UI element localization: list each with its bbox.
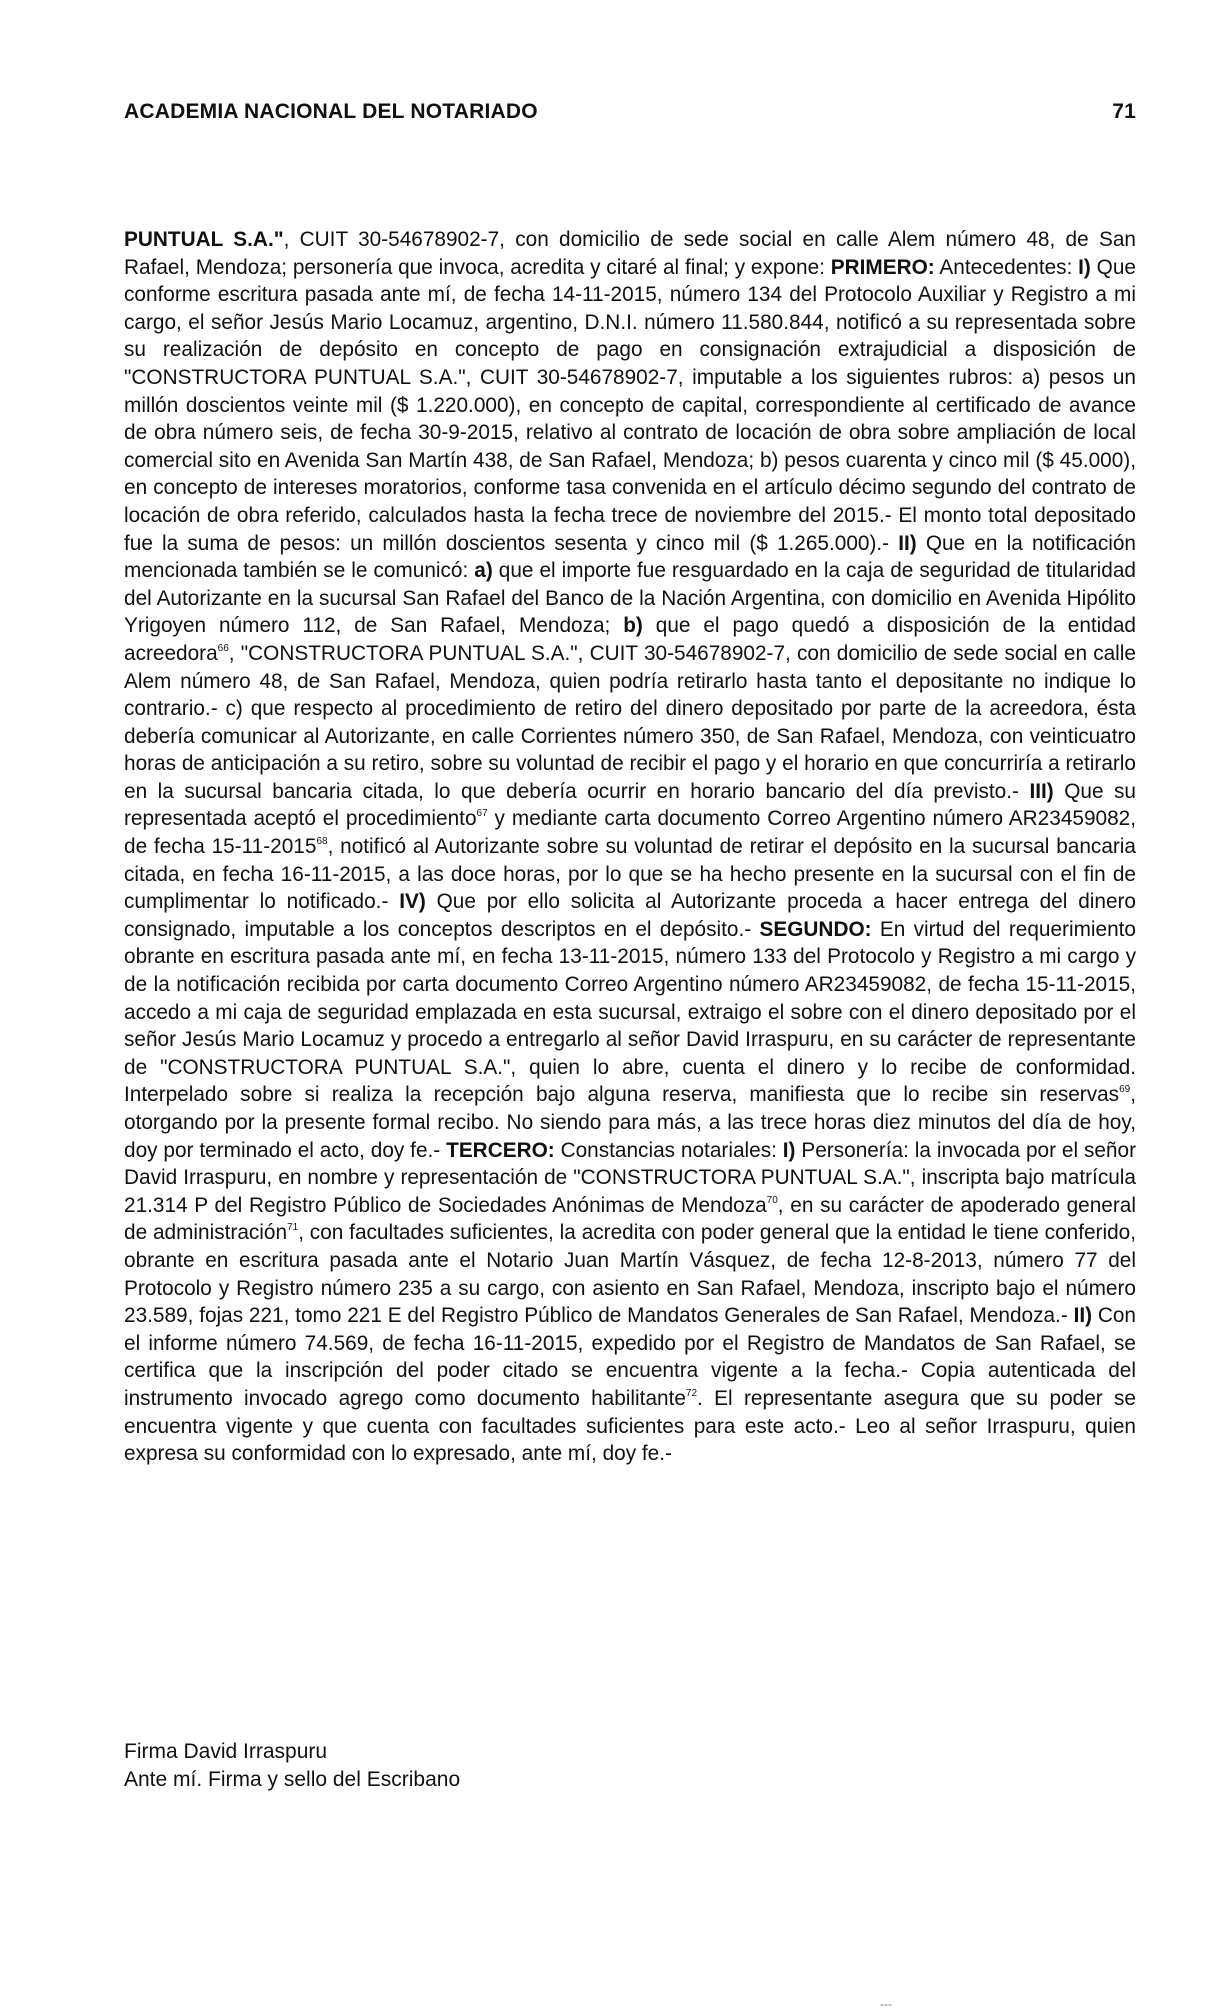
footnote-ref: 71: [287, 1222, 299, 1234]
footnote-ref: 70: [766, 1194, 778, 1206]
item-marker: III): [1029, 779, 1054, 803]
bold-text: PUNTUAL S.A.": [124, 228, 284, 251]
footnote-ref: 72: [685, 1387, 698, 1399]
footer-mark: ---: [880, 1997, 892, 2011]
item-marker: a): [474, 559, 493, 583]
item-marker: II): [898, 531, 917, 555]
body-text: Constancias notariales:: [554, 1138, 783, 1162]
item-marker: b): [623, 614, 643, 638]
body-text: , otorgando por la presente formal recibo. No siendo para más, a las trece horas diez minutos del día de hoy, doy por terminado el acto, doy fe.-: [124, 1083, 1136, 1162]
body-text: Que en la notificación mencionada también se le comunicó:: [124, 531, 1136, 583]
section-heading-tercero: TERCERO:: [446, 1138, 555, 1162]
section-heading-primero: PRIMERO:: [830, 255, 935, 279]
body-text: que el pago quedó a disposición de la entidad acreedora: [124, 614, 1136, 665]
body-text: y mediante carta documento Correo Argentino número AR23459082, de fecha 15-11-2015: [124, 807, 1136, 859]
body-text: Que por ello solicita al Autorizante proceda a hacer entrega del dinero consignado, imputable a los conceptos descriptos en el depósito.-: [124, 890, 1136, 941]
body-text: Que su representada aceptó el procedimiento: [124, 779, 1136, 831]
item-marker: I): [1078, 255, 1091, 279]
footnote-ref: 69: [1119, 1084, 1131, 1096]
body-text: , en su carácter de apoderado general de administración: [124, 1193, 1136, 1245]
body-text: , con facultades suficientes, la acredita con poder general que la entidad le tiene conferido, obrante en escritura pasada ante el Notario Juan Martín Vásquez, de fecha 12-8-2013, número 77 del Protocolo y Registro número 235 a su cargo, con asiento en San Rafael, Mendoza, inscripto bajo el número 23.589, fojas 221, tomo 221 E del Registro Público de Mandatos Generales de San Rafael, Mendoza.-: [124, 1221, 1137, 1328]
body-text: Antecedentes:: [934, 255, 1079, 279]
body-text: , CUIT 30-54678902-7, con domicilio de sede social en calle Alem número 48, de San Rafael, Mendoza; personería que invoca, acredita y citaré al final; y expone:: [124, 228, 1136, 279]
body-text: Que conforme escritura pasada ante mí, de fecha 14-11-2015, número 134 del Protocolo Auxiliar y Registro a mi cargo, el señor Jesús Mario Locamuz, argentino, D.N.I. número 11.580.844, notificó a su representada sobre su realización de depósito en concepto de pago en consignación extrajudicial a disposición de "CONSTRUCTORA PUNTUAL S.A.", CUIT 30-54678902-7, imputable a los siguientes rubros: a) pesos un millón doscientos veinte mil ($ 1.220.000), en concepto de capital, correspondiente al certificado de avance de obra número seis, de fecha 30-9-2015, relativo al contrato de locación de obra sobre ampliación de local comercial sito en Avenida San Martín 438, de San Rafael, Mendoza; b) pesos cuarenta y cinco mil ($ 45.000), en concepto de intereses moratorios, conforme tasa convenida en el artículo décimo segundo del contrato de locación de obra referido, calculados hasta la fecha trece de noviembre del 2015.- El monto total depositado fue la suma de pesos: un millón doscientos sesenta y cinco mil ($ 1.265.000).-: [124, 255, 1136, 555]
body-text: . El representante asegura que su poder se encuentra vigente y que cuenta con facultades suficientes para este acto.- Leo al señor Irraspuru, quien expresa su conformidad con lo expresado, ante mí, doy fe.-: [124, 1386, 1136, 1466]
section-heading-segundo: SEGUNDO:: [759, 917, 872, 941]
body-text: que el importe fue resguardado en la caja de seguridad de titularidad del Autorizante en la sucursal San Rafael del Banco de la Nación Argentina, con domicilio en Avenida Hipólito Yrigoyen número 112, de San Rafael, Mendoza;: [124, 559, 1136, 638]
footnote-ref: 67: [476, 808, 488, 820]
body-text: Personería: la invocada por el señor David Irraspuru, en nombre y representación de "CONSTRUCTORA PUNTUAL S.A.", inscripta bajo matrícula 21.314 P del Registro Público de Sociedades Anónimas de Mendoza: [124, 1138, 1136, 1217]
running-header: [124, 100, 1136, 124]
footnote-ref: 68: [316, 836, 328, 848]
notary-signature-line: Ante mí. Firma y sello del Escribano: [124, 1768, 461, 1791]
body-text: En virtud del requerimiento obrante en escritura pasada ante mí, en fecha 13-11-2015, número 133 del Protocolo y Registro a mi cargo y de la notificación recibida por carta documento Correo Argentino número AR23459082, de fecha 15-11-2015, accedo a mi caja de seguridad emplazada en esta sucursal, extraigo el sobre con el dinero depositado por el señor Jesús Mario Locamuz y procedo a entregarlo al señor David Irraspuru, en su carácter de representante de "CONSTRUCTORA PUNTUAL S.A.", quien lo abre, cuenta el dinero y lo recibe de conformidad. Interpelado sobre si realiza la recepción bajo alguna reserva, manifiesta que lo recibe sin reservas: [124, 917, 1136, 1107]
footnote-ref: 66: [217, 642, 229, 654]
body-text: Con el informe número 74.569, de fecha 16-11-2015, expedido por el Registro de Mandatos de San Rafael, se certifica que la inscripción del poder citado se encuentra vigente a la fecha.- Copia autenticada del instrumento invocado agrego como documento habilitante: [124, 1304, 1137, 1410]
publication-title: ACADEMIA NACIONAL DEL NOTARIADO: [124, 100, 538, 123]
body-text: , notificó al Autorizante sobre su voluntad de retirar el depósito en la sucursal bancaria citada, en fecha 16-11-2015, a las doce horas, por lo que se ha hecho presente en la sucursal con el fin de cumplimentar lo notificado.-: [124, 835, 1136, 914]
deed-body-paragraph: [124, 226, 1136, 1468]
item-marker: I): [782, 1138, 796, 1162]
page-number: 71: [1112, 100, 1136, 123]
signature-line: Firma David Irraspuru: [124, 1740, 328, 1763]
item-marker: II): [1073, 1304, 1093, 1328]
item-marker: IV): [399, 890, 426, 914]
body-text: , "CONSTRUCTORA PUNTUAL S.A.", CUIT 30-54678902-7, con domicilio de sede social en calle Alem número 48, de San Rafael, Mendoza, quien podría retirarlo hasta tanto el depositante no indique lo contrario.- c) que respecto al procedimiento de retiro del dinero depositado por parte de la acreedora, ésta debería comunicar al Autorizante, en calle Corrientes número 350, de San Rafael, Mendoza, con veinticuatro horas de anticipación a su retiro, sobre su voluntad de recibir el pago y el horario en que concurriría a retirarlo en la sucursal bancaria citada, lo que debería ocurrir en horario bancario del día previsto.-: [124, 641, 1136, 803]
